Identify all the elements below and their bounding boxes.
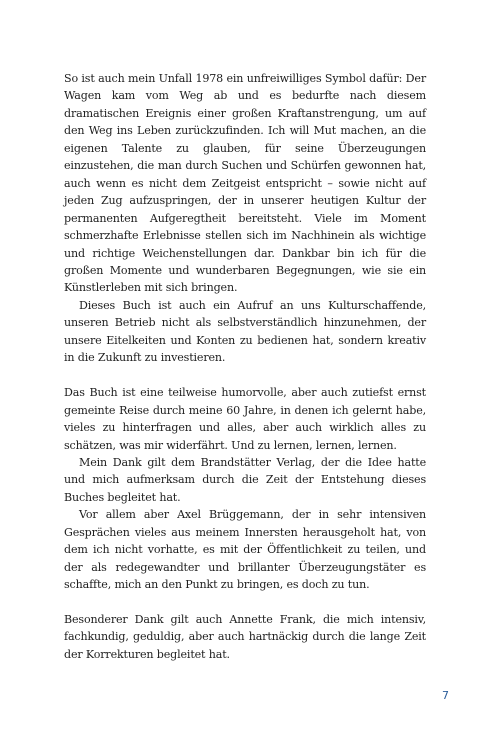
paragraph-appeal-culture: Dieses Buch ist auch ein Aufruf an uns Kulturschaffende, unseren Betrieb nicht als selbstverständlich hinzunehmen, der unsere Eitelkeiten und Konten zu bedienen hat, sondern kreativ in die Zukunft zu investieren. — [64, 298, 426, 365]
paragraph-thanks-annette: Besonderer Dank gilt auch Annette Frank, die mich intensiv, fachkundig, geduldig, aber auch hartnäckig durch die lange Zeit der Korrekturen begleitet hat. — [64, 613, 426, 661]
paragraph-book-journey: Das Buch ist eine teilweise humorvolle, aber auch zutiefst ernst gemeinte Reise durch meine 60 Jahre, in denen ich gelernt habe, vieles zu hinterfragen und alles, aber auch wirklich alles zu schätzen, was mir widerfährt. Und zu lernen, lernen, lernen. — [64, 386, 426, 452]
page-number: 7 — [442, 689, 449, 702]
book-page-body — [64, 70, 426, 663]
paragraph-accident-symbol: So ist auch mein Unfall 1978 ein unfreiwilliges Symbol dafür: Der Wagen kam vom Weg ab und es bedurfte nach diesem dramatischen Ereignis einer großen Kraftanstrengung, um auf den Weg ins Leben zurückzufinden. Ich will Mut machen, an die eigenen Talente zu glauben, für seine Überzeugungen einzustehen, die man durch Suchen und Schürfen gewonnen hat, auch wenn es nicht dem Zeitgeist entspricht – sowie nicht auf jeden Zug aufzuspringen, der in unserer heutigen Kultur der permanenten Aufgeregtheit bereitsteht. Viele im Moment schmerzhafte Erlebnisse stellen sich im Nachhinein als wichtige und richtige Weichenstellungen dar. Dankbar bin ich für die großen Momente und wunderbaren Begegnungen, wie sie ein Künstlerleben mit sich bringen. — [64, 72, 426, 295]
paragraph-spacer — [64, 594, 426, 611]
paragraph-spacer — [64, 367, 426, 384]
paragraph-thanks-axel: Vor allem aber Axel Brüggemann, der in sehr intensiven Gesprächen vieles aus meinem Innersten herausgeholt hat, von dem ich nicht vorhatte, es mit der Öffentlichkeit zu teilen, und der als redegewandter und brillanter Überzeugungstäter es schaffte, mich an den Punkt zu bringen, es doch zu tun. — [64, 508, 426, 592]
paragraph-thanks-publisher: Mein Dank gilt dem Brandstätter Verlag, der die Idee hatte und mich aufmerksam durch die Zeit der Entstehung dieses Buches begleitet hat. — [64, 455, 426, 504]
